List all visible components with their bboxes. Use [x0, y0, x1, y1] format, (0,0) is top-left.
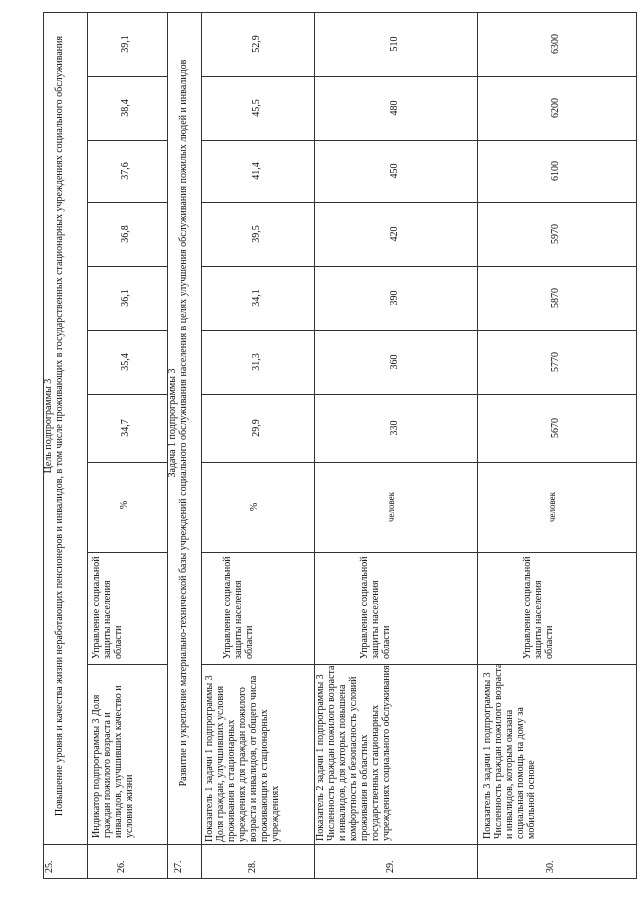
row29-value-cell [314, 202, 477, 266]
indicator-value: 41,4 [250, 162, 262, 180]
row-number: 25. [44, 860, 55, 873]
row-30-unit-cell [477, 462, 636, 552]
row26-value-cell [87, 394, 167, 462]
row-26-number-cell [87, 844, 167, 878]
row-25-number-cell [43, 844, 87, 878]
row28-value-cell [201, 394, 314, 462]
row30-value-cell [477, 202, 636, 266]
row30-value-cell [477, 140, 636, 202]
indicator-value: 390 [388, 290, 400, 306]
row-26-unit-cell [87, 462, 167, 552]
indicator-value: 5970 [549, 224, 561, 244]
row30-value-cell [477, 394, 636, 462]
row-28-number-cell [201, 844, 314, 878]
indicator-value: 45,5 [250, 99, 262, 117]
indicator-value: 35,4 [120, 353, 131, 371]
indicator-value: 510 [388, 36, 400, 52]
indicator-name: Показатель 1 задачи 1 подпрограммы 3 Доля граждан, улучшивших условия проживания в стационарных учреждениях для граждан пожилого возраста и инвалидов, от общего числа проживающих в стационарных учреждениях [204, 675, 281, 842]
indicator-value: 36,8 [120, 225, 131, 243]
row30-value-cell [477, 266, 636, 330]
executor: Управление социальной защиты населения области [522, 556, 555, 659]
row28-value-cell [201, 266, 314, 330]
row28-value-cell [201, 76, 314, 140]
indicator-value: 420 [388, 226, 400, 242]
row29-value-cell [314, 140, 477, 202]
row-29-executor-cell [314, 552, 477, 664]
indicator-value: 34,7 [120, 419, 131, 437]
unit: человек [547, 491, 557, 523]
row-28-name-cell [201, 664, 314, 844]
row29-value-cell [314, 266, 477, 330]
indicator-value: 31,3 [250, 353, 262, 371]
row-29-number-cell [314, 844, 477, 878]
row26-value-cell [87, 202, 167, 266]
row-number: 27. [173, 860, 184, 873]
indicator-value: 330 [388, 420, 400, 436]
row-number: 28. [247, 860, 258, 873]
indicator-name: Индикатор подпрограммы 3 Доля граждан пожилого возраста и инвалидов, улучшивших качество и условия жизни [91, 685, 135, 838]
row-28-unit-cell [201, 462, 314, 552]
table-border [43, 878, 637, 879]
unit: % [119, 500, 130, 510]
indicator-value: 38,4 [120, 99, 131, 117]
indicator-value: 480 [388, 100, 400, 116]
executor: Управление социальной защиты населения области [359, 556, 392, 659]
row29-value-cell [314, 394, 477, 462]
row28-value-cell [201, 140, 314, 202]
row30-value-cell [477, 12, 636, 76]
row-28-executor-cell [201, 552, 314, 664]
row28-value-cell [201, 330, 314, 394]
indicator-name: Показатель 3 задачи 1 подпрограммы 3 Численность граждан пожилого возраста и инвалидов, которым оказана социальная помощь на дому за мобильной основе [482, 664, 537, 839]
row-27-heading-cell [167, 12, 201, 844]
row30-value-cell [477, 76, 636, 140]
row-30-number-cell [477, 844, 636, 878]
indicator-value: 5870 [549, 288, 561, 308]
indicator-value: 6300 [549, 34, 561, 54]
task-heading: Задача 1 подпрограммы 3 Развитие и укрепление материально-технической базы учреждений социального обслуживания населения в целях улучшения обслуживания пожилых людей и инвалидов [167, 59, 189, 787]
row-number: 30. [545, 860, 556, 873]
row29-value-cell [314, 76, 477, 140]
indicator-value: 6100 [549, 161, 561, 181]
indicator-value: 360 [388, 354, 400, 370]
row-27-number-cell [167, 844, 201, 878]
row26-value-cell [87, 12, 167, 76]
indicator-value: 29,9 [250, 419, 262, 437]
row30-value-cell [477, 330, 636, 394]
indicator-value: 36,1 [120, 289, 131, 307]
indicator-value: 37,6 [120, 162, 131, 180]
indicator-value: 52,9 [250, 35, 262, 53]
row26-value-cell [87, 140, 167, 202]
indicator-value: 39,5 [250, 225, 262, 243]
row28-value-cell [201, 12, 314, 76]
executor: Управление социальной защиты населения области [222, 556, 255, 659]
row26-value-cell [87, 330, 167, 394]
row-26-executor-cell [87, 552, 167, 664]
row29-value-cell [314, 330, 477, 394]
row-number: 26. [116, 860, 127, 873]
row26-value-cell [87, 76, 167, 140]
executor: Управление социальной защиты населения области [91, 556, 124, 659]
table-border [636, 12, 637, 878]
row-25-heading-cell [43, 12, 87, 844]
row26-value-cell [87, 266, 167, 330]
row28-value-cell [201, 202, 314, 266]
row-29-unit-cell [314, 462, 477, 552]
row-30-executor-cell [477, 552, 636, 664]
unit: человек [386, 491, 396, 523]
indicator-value: 5670 [549, 418, 561, 438]
indicator-value: 34,1 [250, 289, 262, 307]
row-number: 29. [385, 860, 396, 873]
indicator-name: Показатель 2 задачи 1 подпрограммы 3 Численность граждан пожилого возраста и инвалидов, для которых повышена комфортность и безопасность условий проживания в областных государственных стационарных учреждениях социального обслуживания [315, 665, 392, 841]
indicator-value: 6200 [549, 98, 561, 118]
row-29-name-cell [314, 664, 477, 844]
indicator-value: 5770 [549, 352, 561, 372]
indicator-table [43, 12, 637, 878]
indicator-value: 39,1 [120, 35, 131, 53]
row-26-name-cell [87, 664, 167, 844]
row-30-name-cell [477, 664, 636, 844]
subprogram-goal-heading: Цель подпрограммы 3 Повышение уровня и качества жизни неработающих пенсионеров и инвалидов, в том числе проживающих в государственных стационарных учреждениях социального обслуживания [43, 35, 65, 817]
indicator-value: 450 [388, 163, 400, 179]
unit: % [249, 502, 260, 512]
row29-value-cell [314, 12, 477, 76]
